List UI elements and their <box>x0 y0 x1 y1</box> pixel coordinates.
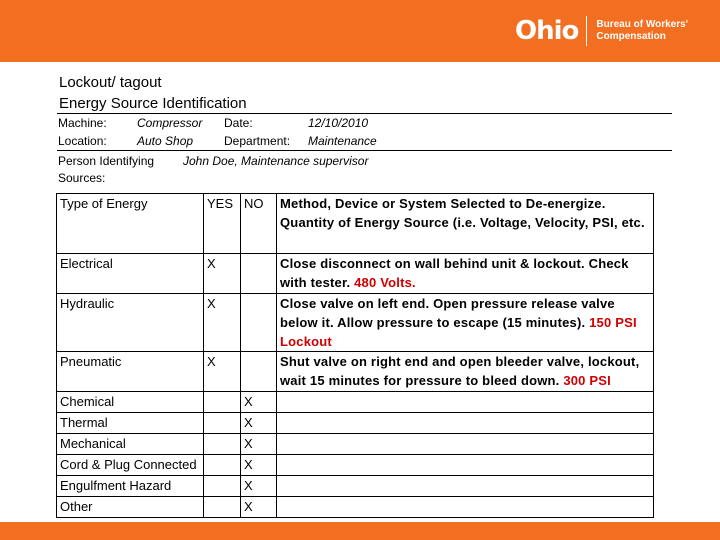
method-cell <box>277 455 654 476</box>
energy-type: Pneumatic <box>57 352 204 392</box>
logo-org-line1: Bureau of Workers' <box>596 19 689 30</box>
person-label-line2: Sources: <box>58 171 106 185</box>
header-yes: YES <box>204 194 241 254</box>
yes-mark <box>204 413 241 434</box>
no-mark: X <box>241 497 277 518</box>
method-cell <box>277 434 654 455</box>
person-label-line1: Person Identifying <box>58 154 155 168</box>
method-text: Close valve on left end. Open pressure release valve below it. Allow pressure to escape (15 minutes). <box>280 296 615 330</box>
method-value: 300 PSI <box>563 373 611 388</box>
method-text: Shut valve on right end and open bleeder valve, lockout, wait 15 minutes for pressure to bleed down. <box>280 354 640 388</box>
location-value: Auto Shop <box>137 134 194 148</box>
table-row <box>57 455 654 476</box>
department-value: Maintenance <box>308 134 377 148</box>
title-divider <box>57 113 672 114</box>
no-mark <box>241 352 277 392</box>
energy-type: Engulfment Hazard <box>57 476 204 497</box>
department-label: Department: <box>224 134 291 148</box>
machine-value: Compressor <box>137 116 203 130</box>
yes-mark <box>204 392 241 413</box>
method-value: 480 Volts. <box>354 275 416 290</box>
no-mark <box>241 254 277 294</box>
table-row <box>57 352 654 392</box>
no-mark: X <box>241 413 277 434</box>
method-cell <box>277 294 654 352</box>
energy-type: Other <box>57 497 204 518</box>
header-type: Type of Energy <box>57 194 204 254</box>
method-cell <box>277 497 654 518</box>
info-divider <box>57 150 672 151</box>
table-row <box>57 294 654 352</box>
table-row <box>57 497 654 518</box>
yes-mark: X <box>204 352 241 392</box>
table-row <box>57 413 654 434</box>
no-mark <box>241 294 277 352</box>
method-value: 150 PSI Lockout <box>280 315 637 349</box>
yes-mark <box>204 434 241 455</box>
yes-mark <box>204 476 241 497</box>
energy-type: Chemical <box>57 392 204 413</box>
table-row <box>57 254 654 294</box>
header-method: Method, Device or System Selected to De-energize. Quantity of Energy Source (i.e. Voltage, Velocity, PSI, etc. <box>277 194 654 254</box>
footer-bar <box>0 522 720 540</box>
logo-org-line2: Compensation <box>596 31 666 42</box>
method-cell <box>277 413 654 434</box>
yes-mark <box>204 455 241 476</box>
energy-type: Hydraulic <box>57 294 204 352</box>
no-mark: X <box>241 476 277 497</box>
energy-source-table <box>56 193 654 518</box>
table-header-row <box>57 194 654 254</box>
logo-wordmark: Ohio <box>515 16 579 46</box>
table-row <box>57 434 654 455</box>
yes-mark <box>204 497 241 518</box>
yes-mark: X <box>204 254 241 294</box>
ohio-bwc-logo <box>515 14 688 48</box>
table-row <box>57 476 654 497</box>
method-cell <box>277 476 654 497</box>
machine-label: Machine: <box>58 116 107 130</box>
person-value: John Doe, Maintenance supervisor <box>183 154 369 168</box>
no-mark: X <box>241 434 277 455</box>
energy-type: Mechanical <box>57 434 204 455</box>
method-cell <box>277 352 654 392</box>
energy-type: Cord & Plug Connected <box>57 455 204 476</box>
date-value: 12/10/2010 <box>308 116 369 130</box>
method-text: Close disconnect on wall behind unit & lockout. Check with tester. <box>280 256 629 290</box>
method-cell <box>277 392 654 413</box>
energy-type: Electrical <box>57 254 204 294</box>
date-label: Date: <box>224 116 253 130</box>
form-title-line1: Lockout/ tagout <box>59 74 162 91</box>
no-mark: X <box>241 455 277 476</box>
yes-mark: X <box>204 294 241 352</box>
logo-org-name <box>596 19 688 43</box>
no-mark: X <box>241 392 277 413</box>
header-no: NO <box>241 194 277 254</box>
header-banner <box>0 0 720 62</box>
form-title-line2: Energy Source Identification <box>59 95 247 112</box>
logo-divider <box>586 16 587 46</box>
method-cell <box>277 254 654 294</box>
location-label: Location: <box>58 134 107 148</box>
energy-type: Thermal <box>57 413 204 434</box>
table-row <box>57 392 654 413</box>
